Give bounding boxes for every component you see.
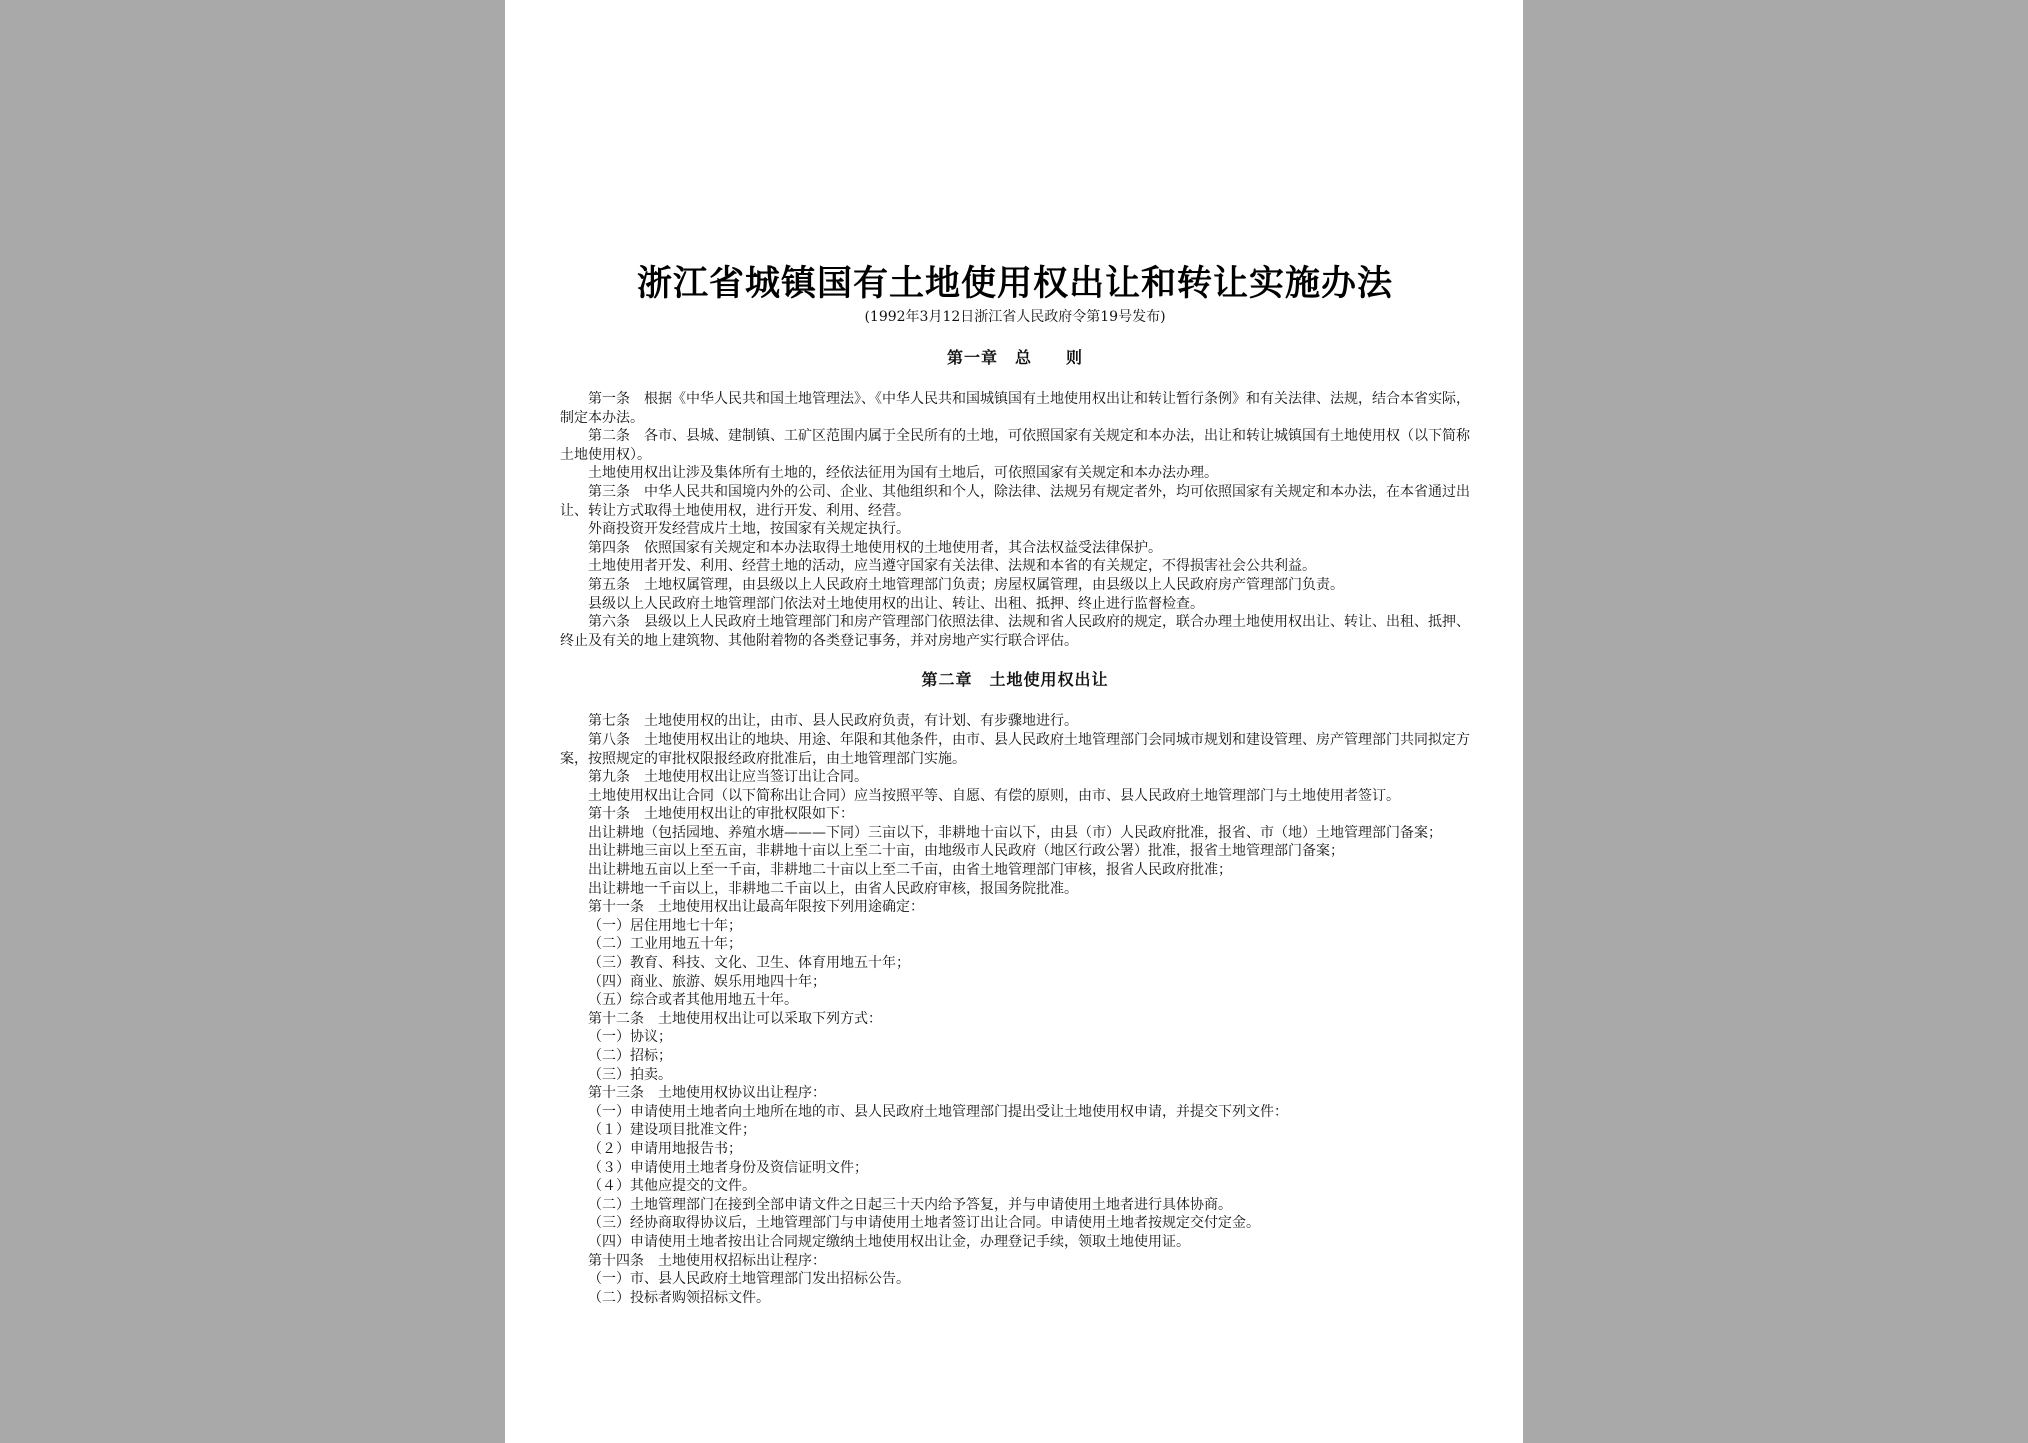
chapter-heading: 第一章 总 则 <box>946 348 1083 367</box>
paragraph: 第一条 根据《中华人民共和国土地管理法》、《中华人民共和国城镇国有土地使用权出让和转让暂行条例》和有关法律、法规，结合本省实际，制定本办法。 <box>560 391 1470 426</box>
chapter-heading: 第二章 土地使用权出让 <box>921 670 1109 690</box>
paragraph: （三）经协商取得协议后，土地管理部门与申请使用土地者签订出让合同。申请使用土地者按规定交付定金。 <box>588 1215 1260 1232</box>
paragraph: 土地使用权出让合同（以下简称出让合同）应当按照平等、自愿、有偿的原则，由市、县人民政府土地管理部门与土地使用者签订。 <box>588 787 1400 804</box>
paragraph: （一）居住用地七十年； <box>588 917 742 934</box>
paragraph: 出让耕地一千亩以上，非耕地二千亩以上，由省人民政府审核，报国务院批准。 <box>588 880 1078 897</box>
paragraph: 第五条 土地权属管理，由县级以上人民政府土地管理部门负责；房屋权属管理，由县级以上人民政府房产管理部门负责。 <box>588 576 1344 593</box>
paragraph: 第八条 土地使用权出让的地块、用途、年限和其他条件，由市、县人民政府土地管理部门会同城市规划和建设管理、房产管理部门共同拟定方案，按照规定的审批权限报经政府批准后，由土地管理部门实施。 <box>560 731 1470 767</box>
paragraph: （一）协议； <box>588 1029 672 1046</box>
paragraph: （四）申请使用土地者按出让合同规定缴纳土地使用权出让金，办理登记手续，领取土地使用证。 <box>588 1233 1190 1250</box>
paragraph: 出让耕地（包括园地、养殖水塘———下同）三亩以下，非耕地十亩以下，由县（市）人民政府批准，报省、市（地）土地管理部门备案； <box>588 824 1442 841</box>
paragraph: （３）申请使用土地者身份及资信证明文件； <box>588 1159 868 1176</box>
paragraph: 第十条 土地使用权出让的审批权限如下： <box>588 806 854 823</box>
paragraph: （二）招标； <box>588 1048 672 1064</box>
paragraph: （五）综合或者其他用地五十年。 <box>588 992 798 1009</box>
chapter-body <box>560 712 1470 1307</box>
paragraph: 县级以上人民政府土地管理部门依法对土地使用权的出让、转让、出租、抵押、终止进行监督检查。 <box>588 595 1204 612</box>
paragraph: 第二条 各市、县城、建制镇、工矿区范围内属于全民所有的土地，可依照国家有关规定和本办法，出让和转让城镇国有土地使用权（以下简称土地使用权）。 <box>560 428 1470 463</box>
paragraph: 第三条 中华人民共和国境内外的公司、企业、其他组织和个人，除法律、法规另有规定者外，均可依照国家有关规定和本办法，在本省通过出让、转让方式取得土地使用权，进行开发、利用、经营。 <box>560 483 1470 519</box>
paragraph: （二）工业用地五十年； <box>588 936 742 953</box>
paragraph: 第七条 土地使用权的出让，由市、县人民政府负责，有计划、有步骤地进行。 <box>588 713 1078 730</box>
paragraph: （三）教育、科技、文化、卫生、体育用地五十年； <box>588 955 910 972</box>
paragraph: 土地使用者开发、利用、经营土地的活动，应当遵守国家有关法律、法规和本省的有关规定，不得损害社会公共利益。 <box>588 558 1316 575</box>
paragraph: （一）市、县人民政府土地管理部门发出招标公告。 <box>588 1271 910 1288</box>
document-subtitle: (1992年3月12日浙江省人民政府令第19号发布) <box>864 309 1166 325</box>
paragraph: 第九条 土地使用权出让应当签订出让合同。 <box>588 769 868 786</box>
paragraph: （四）商业、旅游、娱乐用地四十年； <box>588 973 826 990</box>
paragraph: 第十二条 土地使用权出让可以采取下列方式： <box>588 1010 882 1027</box>
paragraph: 第十三条 土地使用权协议出让程序： <box>588 1085 826 1102</box>
document-content <box>560 262 1470 1307</box>
document-title: 浙江省城镇国有土地使用权出让和转让实施办法 <box>636 264 1393 304</box>
paragraph: 外商投资开发经营成片土地，按国家有关规定执行。 <box>588 521 910 538</box>
paragraph: （二）投标者购领招标文件。 <box>588 1289 770 1306</box>
chapter-body <box>560 390 1470 650</box>
paragraph: （４）其他应提交的文件。 <box>588 1178 756 1195</box>
paragraph: （１）建设项目批准文件； <box>588 1122 756 1139</box>
paragraph: 土地使用权出让涉及集体所有土地的，经依法征用为国有土地后，可依照国家有关规定和本办法办理。 <box>588 465 1218 482</box>
paragraph: （２）申请用地报告书； <box>588 1140 742 1157</box>
paragraph: （二）土地管理部门在接到全部申请文件之日起三十天内给予答复，并与申请使用土地者进行具体协商。 <box>588 1196 1232 1213</box>
paragraph: 第十四条 土地使用权招标出让程序： <box>588 1252 826 1269</box>
paragraph: （一）申请使用土地者向土地所在地的市、县人民政府土地管理部门提出受让土地使用权申请，并提交下列文件： <box>588 1103 1288 1120</box>
document-page <box>505 0 1523 1443</box>
paragraph: 第十一条 土地使用权出让最高年限按下列用途确定： <box>588 899 924 916</box>
paragraph: 第六条 县级以上人民政府土地管理部门和房产管理部门依照法律、法规和省人民政府的规定，联合办理土地使用权出让、转让、出租、抵押、终止及有关的地上建筑物、其他附着物的各类登记事务，并对房地产实行联合评估。 <box>560 614 1470 649</box>
paragraph: 出让耕地三亩以上至五亩，非耕地十亩以上至二十亩，由地级市人民政府（地区行政公署）批准，报省土地管理部门备案； <box>588 843 1344 860</box>
paragraph: 出让耕地五亩以上至一千亩，非耕地二十亩以上至二千亩，由省土地管理部门审核，报省人民政府批准； <box>588 862 1232 879</box>
paragraph: 第四条 依照国家有关规定和本办法取得土地使用权的土地使用者，其合法权益受法律保护。 <box>588 539 1162 556</box>
paragraph: （三）拍卖。 <box>588 1066 672 1083</box>
